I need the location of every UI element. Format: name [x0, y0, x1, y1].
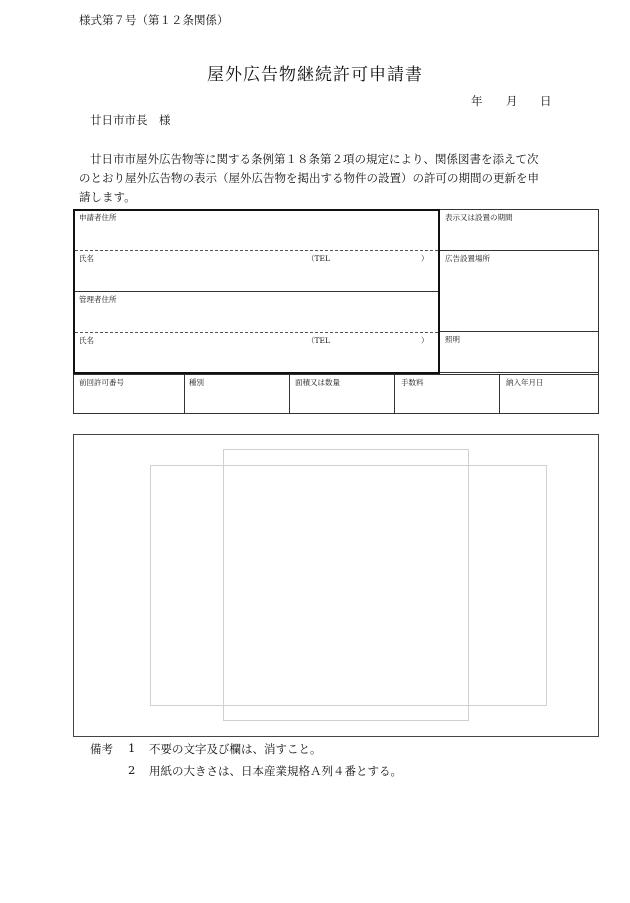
- request-statement: [79, 150, 559, 207]
- lighting-label: 照明: [445, 335, 460, 344]
- statement-line-2: のとおり屋外広告物の表示（屋外広告物を掲出する物件の設置）の許可の期間の更新を申: [79, 171, 539, 185]
- manager-address-label: 管理者住所: [79, 295, 117, 304]
- addressee: 廿日市市長 様: [90, 113, 171, 127]
- form-number: 様式第７号（第１２条関係）: [79, 13, 229, 27]
- note-1-text: 不要の文字及び欄は、消すこと。: [149, 742, 322, 756]
- prev-permit-no-label: 前回許可番号: [79, 378, 124, 387]
- date-month-label: 月: [506, 94, 518, 108]
- statement-line-3: 請します。: [79, 190, 136, 204]
- applicant-divider: [75, 250, 438, 251]
- manager-divider: [75, 332, 438, 333]
- fee-label: 手数料: [401, 378, 424, 387]
- drawing-area: [73, 434, 599, 737]
- notes-heading: 備考: [90, 742, 113, 756]
- date-year-label: 年: [471, 94, 483, 108]
- manager-name-label: 氏名: [79, 336, 94, 345]
- applicant-tel-close: ）: [421, 254, 429, 263]
- note-1-number: 1: [128, 741, 136, 755]
- type-label: 種別: [189, 378, 204, 387]
- note-2-text: 用紙の大きさは、日本産業規格Ａ列４番とする。: [149, 764, 402, 778]
- area-quantity-label: 面積又は数量: [295, 378, 340, 387]
- manager-tel-label: （TEL: [307, 336, 330, 345]
- applicant-address-label: 申請者住所: [79, 213, 117, 222]
- guide-frame-portrait: [223, 449, 469, 721]
- install-location-label: 広告設置場所: [445, 254, 490, 263]
- date-day-label: 日: [540, 94, 552, 108]
- applicant-tel-label: （TEL: [307, 254, 330, 263]
- applicant-name-label: 氏名: [79, 254, 94, 263]
- payment-date-label: 納入年月日: [506, 378, 544, 387]
- statement-line-1: 廿日市市屋外広告物等に関する条例第１８条第２項の規定により、関係図書を添えて次: [90, 152, 539, 166]
- manager-tel-close: ）: [421, 336, 429, 345]
- page-title: 屋外広告物継続許可申請書: [207, 65, 423, 85]
- note-2-number: 2: [128, 763, 136, 777]
- display-period-label: 表示又は設置の期間: [445, 213, 513, 222]
